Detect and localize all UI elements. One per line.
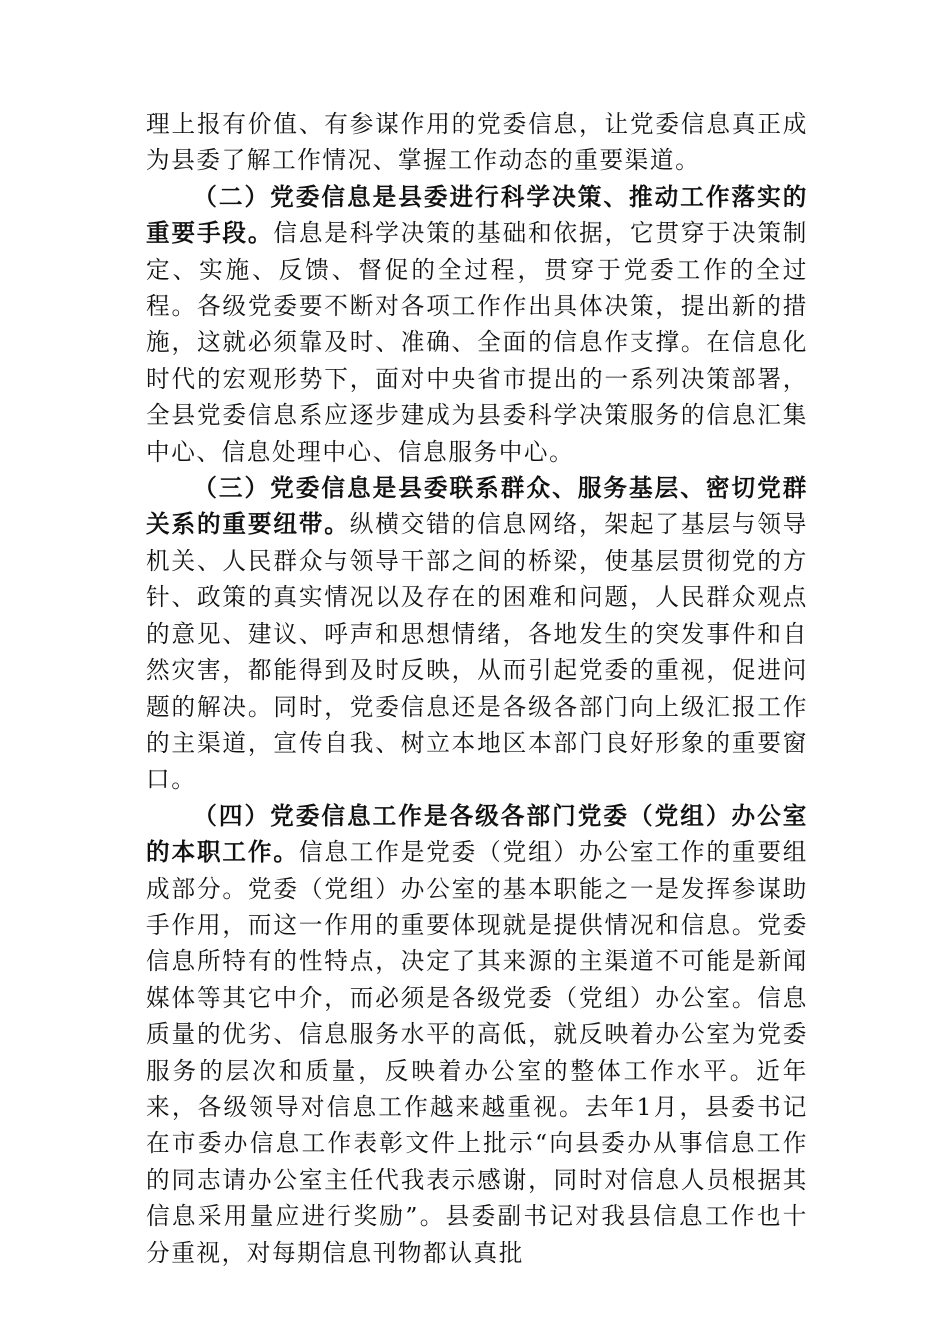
paragraph-3: [146, 470, 808, 798]
document-page: [146, 106, 808, 1271]
paragraph-4-heading: （四）党委信息工作是各级各部门党委（党组）办公室的本职工作。: [146, 801, 808, 867]
paragraph-2-body: 信息是科学决策的基础和依据，它贯穿于决策制定、实施、反馈、督促的全过程，贯穿于党委工作的全过程。各级党委要不断对各项工作作出具体决策，提出新的措施，这就必须靠及时、准确、全面的信息作支撑。在信息化时代的宏观形势下，面对中央省市提出的一系列决策部署，全县党委信息系应逐步建成为县委科学决策服务的信息汇集中心、信息处理中心、信息服务中心。: [146, 219, 808, 466]
paragraph-1: [146, 106, 808, 179]
paragraph-3-body: 纵横交错的信息网络，架起了基层与领导机关、人民群众与领导干部之间的桥梁，使基层贯彻党的方针、政策的真实情况以及存在的困难和问题，人民群众观点的意见、建议、呼声和思想情绪，各地发生的突发事件和自然灾害，都能得到及时反映，从而引起党委的重视，促进问题的解决。同时，党委信息还是各级各部门向上级汇报工作的主渠道，宣传自我、树立本地区本部门良好形象的重要窗口。: [146, 510, 808, 794]
paragraph-4: [146, 798, 808, 1271]
paragraph-3-heading: （三）党委信息是县委联系群众、服务基层、密切党群关系的重要纽带。: [146, 474, 808, 539]
paragraph-2: [146, 179, 808, 470]
paragraph-1-body: 理上报有价值、有参谋作用的党委信息，让党委信息真正成为县委了解工作情况、掌握工作动态的重要渠道。: [146, 110, 808, 175]
paragraph-2-heading: （二）党委信息是县委进行科学决策、推动工作落实的重要手段。: [146, 182, 808, 248]
paragraph-4-body: 信息工作是党委（党组）办公室工作的重要组成部分。党委（党组）办公室的基本职能之一是发挥参谋助手作用，而这一作用的重要体现就是提供情况和信息。党委信息所特有的性特点，决定了其来源的主渠道不可能是新闻媒体等其它中介，而必须是各级党委（党组）办公室。信息质量的优劣、信息服务水平的高低，就反映着办公室为党委服务的层次和质量，反映着办公室的整体工作水平。近年来，各级领导对信息工作越来越重视。去年1月，县委书记在市委办信息工作表彰文件上批示“向县委办从事信息工作的同志请办公室主任代我表示感谢，同时对信息人员根据其信息采用量应进行奖励”。县委副书记对我县信息工作也十分重视，对每期信息刊物都认真批: [146, 838, 809, 1267]
